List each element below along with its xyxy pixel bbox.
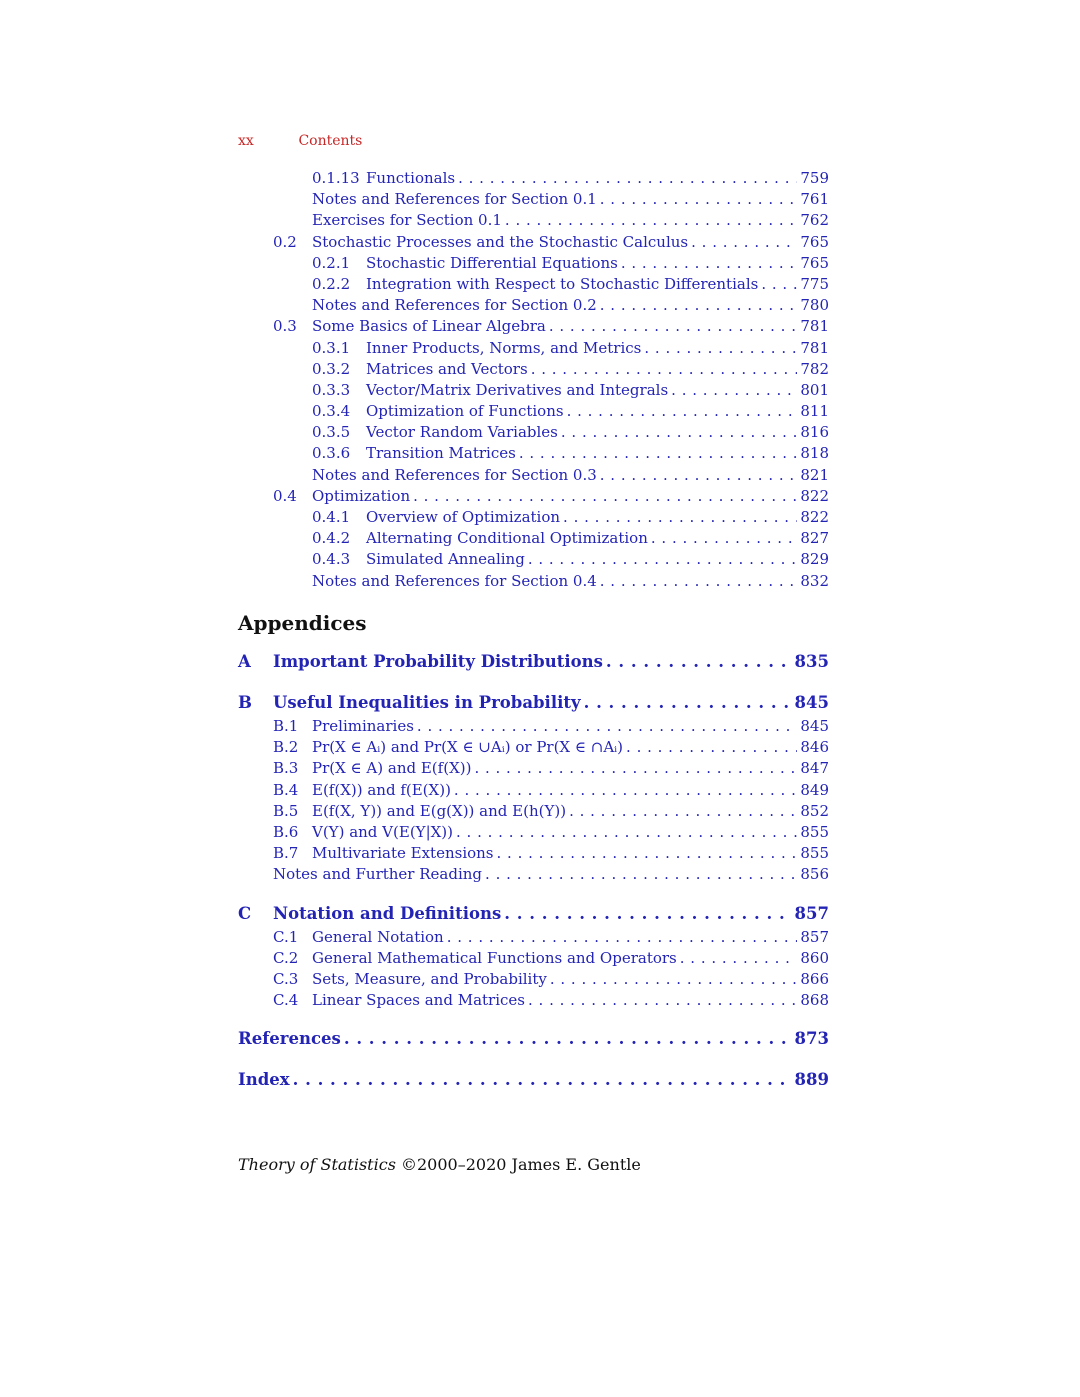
toc-leader-dots: [680, 949, 798, 967]
toc-entry-number: C.1: [273, 927, 299, 946]
toc-entry-page: 811: [800, 402, 829, 421]
toc-entry[interactable]: [238, 233, 829, 254]
toc-entry[interactable]: [238, 652, 829, 676]
toc-entry-page: 856: [800, 865, 829, 884]
toc-entry-number: 0.2.1: [312, 253, 351, 272]
toc-entry-number: B.7: [273, 844, 299, 863]
toc-entry-page: 847: [800, 759, 829, 778]
toc-leader-dots: [584, 693, 792, 712]
toc-entry-title: Notes and Further Reading: [273, 865, 483, 884]
toc-entry-number: C.2: [273, 948, 299, 967]
footer: [238, 1155, 641, 1174]
toc-entry-page: 832: [800, 571, 829, 590]
toc-entry-page: 782: [800, 359, 829, 378]
toc-entry[interactable]: [238, 466, 829, 487]
toc-entry-title: Inner Products, Norms, and Metrics: [366, 338, 642, 357]
toc-entry-title: V(Y) and V(E(Y|X)): [312, 822, 454, 841]
toc-list-appendices: [238, 652, 829, 1094]
toc-entry[interactable]: [238, 381, 829, 402]
toc-leader-dots: [606, 652, 792, 671]
toc-entry[interactable]: [238, 550, 829, 571]
toc-entry[interactable]: [238, 904, 829, 928]
running-title: Contents: [298, 133, 363, 149]
toc-entry-page: 765: [800, 232, 829, 251]
toc-entry[interactable]: [238, 296, 829, 317]
toc-entry[interactable]: [238, 190, 829, 211]
toc-entry-number: C.3: [273, 969, 299, 988]
toc-entry-title: Notes and References for Section 0.4: [312, 571, 597, 590]
toc-leader-dots: [417, 717, 797, 735]
toc-leader-dots: [504, 904, 791, 923]
toc-entry-title: Vector/Matrix Derivatives and Integrals: [366, 380, 669, 399]
toc-entry-page: 801: [800, 380, 829, 399]
toc-entry-page: 759: [800, 169, 829, 187]
toc-entry-page: 873: [794, 1029, 829, 1049]
toc-entry-title: Integration with Respect to Stochastic Differentials: [366, 274, 759, 293]
toc-entry[interactable]: [238, 508, 829, 529]
toc-leader-dots: [454, 781, 797, 799]
toc-entry-number: C.4: [273, 991, 299, 1010]
toc-entry-title: Some Basics of Linear Algebra: [312, 317, 546, 336]
toc-entry-page: 781: [800, 338, 829, 357]
toc-entry-page: 855: [800, 844, 829, 863]
toc-entry-title: Alternating Conditional Optimization: [366, 529, 648, 548]
toc-leader-dots: [528, 991, 797, 1009]
toc-leader-dots: [761, 275, 797, 293]
toc-entry-page: 849: [800, 780, 829, 799]
toc-entry[interactable]: [238, 970, 829, 991]
toc-entry-number: B.3: [273, 759, 299, 778]
toc-entry-title: Overview of Optimization: [366, 508, 561, 526]
toc-entry-page: 857: [800, 927, 829, 946]
toc-entry[interactable]: [238, 991, 829, 1012]
toc-entry-number: 0.3.2: [312, 359, 351, 378]
toc-entry-number: 0.3: [273, 317, 297, 336]
toc-entry-number: 0.1.13: [312, 169, 360, 187]
toc-entry-page: 855: [800, 822, 829, 841]
page-number: xx: [238, 133, 254, 149]
toc-entry-page: 781: [800, 317, 829, 336]
toc-entry-title: Exercises for Section 0.1: [312, 211, 502, 230]
toc-entry-number: B: [238, 693, 252, 712]
toc-entry[interactable]: [238, 865, 829, 886]
toc-entry-title: Pr(X ∈ Aᵢ) and Pr(X ∈ ∪Aᵢ) or Pr(X ∈ ∩Aᵢ): [312, 738, 624, 757]
toc-entry[interactable]: [238, 823, 829, 844]
toc-entry[interactable]: [238, 423, 829, 444]
toc-entry[interactable]: [238, 254, 829, 275]
toc-entry[interactable]: [238, 717, 829, 738]
toc-entry-page: 816: [800, 423, 829, 442]
toc-entry-title: Notes and References for Section 0.3: [312, 465, 597, 484]
copyright: ©2000–2020 James E. Gentle: [401, 1155, 641, 1174]
toc-entry-title: Vector Random Variables: [366, 423, 558, 442]
toc-entry-title: Notes and References for Section 0.1: [312, 190, 597, 209]
toc-list-main: [238, 169, 829, 593]
toc-entry[interactable]: [238, 928, 829, 949]
toc-leader-dots: [691, 233, 797, 251]
toc-entry[interactable]: [238, 402, 829, 423]
toc-entry-title: Matrices and Vectors: [366, 359, 528, 378]
appendices-heading: Appendices: [238, 611, 367, 635]
toc-entry-title: Multivariate Extensions: [312, 844, 494, 863]
toc-entry-page: 866: [800, 969, 829, 988]
toc-entry-page: 889: [794, 1070, 829, 1090]
toc-entry[interactable]: [238, 317, 829, 338]
toc-entry-page: 775: [800, 274, 829, 293]
toc-entry[interactable]: [238, 1070, 829, 1094]
toc-leader-dots: [600, 572, 798, 590]
toc-entry[interactable]: [238, 949, 829, 970]
toc-leader-dots: [561, 423, 797, 441]
toc-leader-dots: [505, 211, 797, 229]
toc-entry-page: 818: [800, 444, 829, 463]
toc-leader-dots: [293, 1070, 792, 1089]
running-header: [238, 133, 362, 149]
book-title: Theory of Statistics: [238, 1155, 396, 1174]
toc-leader-dots: [621, 254, 798, 272]
toc-leader-dots: [626, 738, 797, 756]
toc-entry-number: 0.2.2: [312, 274, 351, 293]
toc-entry[interactable]: [238, 444, 829, 465]
toc-entry[interactable]: [238, 693, 829, 717]
toc-entry-page: 868: [800, 991, 829, 1010]
toc-entry-page: 860: [800, 948, 829, 967]
toc-entry[interactable]: [238, 738, 829, 759]
toc-entry-number: 0.3.4: [312, 402, 351, 421]
toc-entry-page: 780: [800, 296, 829, 315]
toc-leader-dots: [413, 487, 797, 505]
toc-entry-title: Important Probability Distributions: [273, 652, 603, 671]
toc-gap: [238, 676, 829, 693]
toc-entry-title: General Notation: [312, 927, 444, 946]
toc-entry-number: 0.4.1: [312, 508, 351, 526]
toc-entry-page: 846: [800, 738, 829, 757]
toc-leader-dots: [497, 844, 798, 862]
toc-entry-number: B.2: [273, 738, 299, 757]
toc-entry-title: Sets, Measure, and Probability: [312, 969, 547, 988]
toc-leader-dots: [550, 970, 798, 988]
toc-entry-page: 821: [800, 465, 829, 484]
toc-entry-title: Simulated Annealing: [366, 550, 525, 569]
toc-entry-page: 827: [800, 529, 829, 548]
toc-entry-page: 852: [800, 801, 829, 820]
toc-leader-dots: [474, 759, 797, 777]
toc-entry-title: Notation and Definitions: [273, 903, 502, 923]
toc-entry[interactable]: [238, 275, 829, 296]
toc-leader-dots: [644, 339, 797, 357]
toc-leader-dots: [528, 550, 798, 568]
toc-leader-dots: [456, 823, 797, 841]
toc-entry-page: 835: [794, 652, 829, 671]
toc-leader-dots: [519, 444, 798, 462]
toc-entry-title: Useful Inequalities in Probability: [273, 693, 581, 712]
toc-entry-number: B.4: [273, 780, 299, 799]
toc-entry-number: 0.3.5: [312, 423, 351, 442]
toc-leader-dots: [600, 296, 798, 314]
toc-entry-title: E(f(X, Y)) and E(g(X)) and E(h(Y)): [312, 801, 567, 820]
toc-leader-dots: [567, 402, 798, 420]
toc-entry-number: 0.3.6: [312, 444, 351, 463]
toc-entry-page: 857: [794, 903, 829, 923]
toc-entry-number: C: [238, 903, 252, 923]
toc-gap: [238, 887, 829, 904]
toc-gap: [238, 1053, 829, 1070]
toc-leader-dots: [651, 529, 797, 547]
toc-entry[interactable]: [238, 529, 829, 550]
toc-entry-number: 0.4.2: [312, 529, 351, 548]
toc-entry-number: B.1: [273, 717, 299, 735]
toc-entry-number: A: [238, 652, 251, 671]
toc-leader-dots: [569, 802, 797, 820]
toc-entry-title: Stochastic Processes and the Stochastic Calculus: [312, 232, 689, 251]
toc-entry-number: 0.4.3: [312, 550, 351, 569]
toc-entry-number: 0.4: [273, 486, 297, 505]
toc-entry-page: 845: [800, 717, 829, 735]
toc-entry-title: Notes and References for Section 0.2: [312, 296, 597, 315]
toc-entry-title: Stochastic Differential Equations: [366, 253, 618, 272]
toc-entry-page: 822: [800, 508, 829, 526]
toc-entry[interactable]: [238, 211, 829, 232]
toc-entry[interactable]: [238, 781, 829, 802]
toc-entry[interactable]: [238, 844, 829, 865]
toc-leader-dots: [447, 928, 798, 946]
toc-entry[interactable]: [238, 759, 829, 780]
toc-leader-dots: [600, 466, 798, 484]
toc-entry-page: 762: [800, 211, 829, 230]
toc-leader-dots: [531, 360, 798, 378]
toc-entry[interactable]: [238, 1029, 829, 1053]
toc-leader-dots: [549, 317, 798, 335]
toc-entry-number: 0.3.3: [312, 380, 351, 399]
toc-entry-title: Pr(X ∈ A) and E(f(X)): [312, 759, 472, 778]
toc-entry-number: B.5: [273, 801, 299, 820]
toc-entry-title: References: [238, 1029, 341, 1049]
toc-entry-page: 765: [800, 253, 829, 272]
toc-leader-dots: [600, 190, 798, 208]
toc-entry-title: Optimization of Functions: [366, 402, 564, 421]
toc-entry-page: 761: [800, 190, 829, 209]
toc-entry-title: E(f(X)) and f(E(X)): [312, 780, 451, 799]
toc-entry-number: B.6: [273, 822, 299, 841]
toc-entry[interactable]: [238, 487, 829, 508]
toc-entry-title: Preliminaries: [312, 717, 414, 735]
toc-entry[interactable]: [238, 572, 829, 593]
toc-entry[interactable]: [238, 360, 829, 381]
toc-leader-dots: [563, 508, 797, 526]
toc-entry-number: 0.3.1: [312, 338, 351, 357]
toc-entry-page: 845: [794, 693, 829, 712]
toc-entry-title: Optimization: [312, 486, 411, 505]
toc-leader-dots: [485, 865, 797, 883]
toc-entry-title: Transition Matrices: [366, 444, 516, 463]
toc-entry[interactable]: [238, 802, 829, 823]
toc-entry[interactable]: [238, 339, 829, 360]
toc-entry[interactable]: [238, 169, 829, 190]
toc-leader-dots: [671, 381, 797, 399]
toc-entry-number: 0.2: [273, 232, 297, 251]
toc-gap: [238, 1012, 829, 1029]
toc-leader-dots: [458, 169, 797, 187]
toc-leader-dots: [344, 1029, 792, 1048]
toc-entry-title: Linear Spaces and Matrices: [312, 991, 525, 1010]
toc-entry-page: 829: [800, 550, 829, 569]
toc-entry-page: 822: [800, 486, 829, 505]
toc-entry-title: Functionals: [366, 169, 456, 187]
toc-entry-title: Index: [238, 1070, 290, 1090]
toc-entry-title: General Mathematical Functions and Operators: [312, 948, 677, 967]
